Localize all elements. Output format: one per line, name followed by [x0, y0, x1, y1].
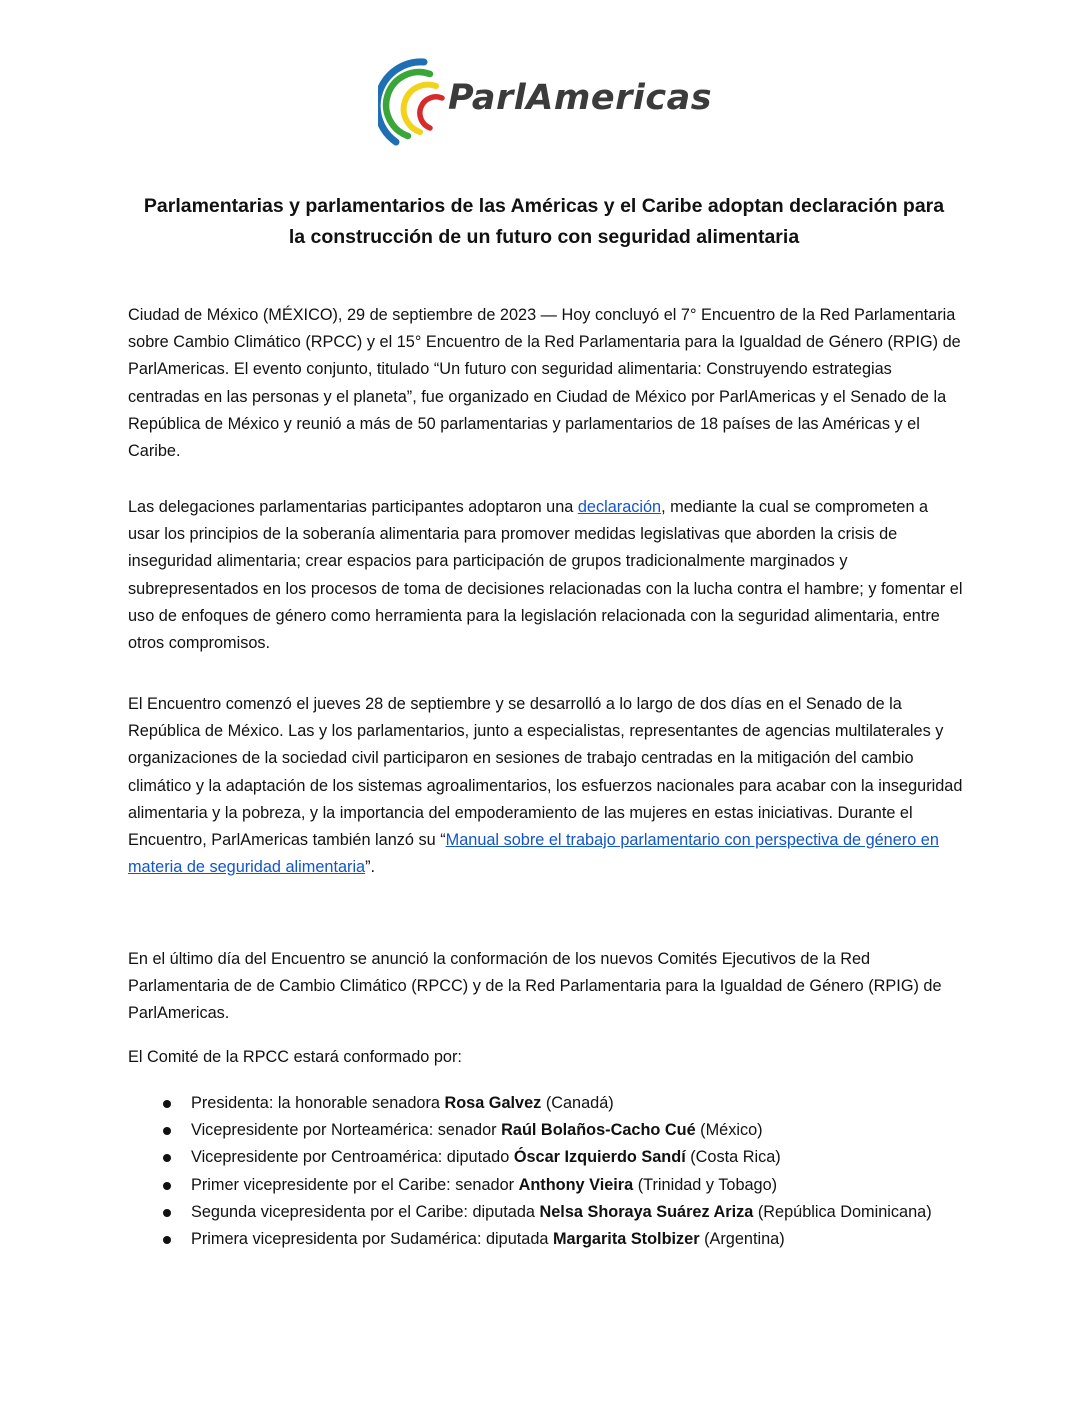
member-country: (México) [695, 1121, 763, 1140]
title-line-2: la construcción de un futuro con seguridad alimentaria [288, 226, 800, 248]
list-item [128, 1090, 964, 1117]
paragraph-intro: Ciudad de México (MÉXICO), 29 de septiembre de 2023 — Hoy concluyó el 7° Encuentro de la Red Parlamentaria sobre Cambio Climático (RPCC) y el 15° Encuentro de la Red Parlamentaria para la Igualdad de Género (RPIG) de ParlAmericas. El evento conjunto, titulado “Un futuro con seguridad alimentaria: Construyendo estrategias centradas en las personas y el planeta”, fue organizado en Ciudad de México por ParlAmericas y el Senado de la República de México y reunió a más de 50 parlamentarias y parlamentarios de 18 países de las Américas y el Caribe. [128, 306, 961, 461]
member-country: (República Dominicana) [753, 1202, 932, 1221]
declaration-link[interactable]: declaración [577, 498, 662, 516]
manual-link[interactable]: Manual sobre el trabajo parlamentario con perspectiva de género en materia de seguridad alimentaria [128, 831, 939, 877]
paragraph-meeting [128, 691, 964, 881]
list-item [128, 1172, 964, 1199]
bullet-icon [163, 1182, 171, 1190]
paragraph-declaration [128, 494, 964, 657]
member-name: Óscar Izquierdo Sandí [513, 1148, 686, 1167]
committee-list [128, 1090, 964, 1253]
page-title [110, 191, 978, 253]
paragraph-meeting-text-after: ”. [365, 858, 376, 877]
title-line-1: Parlamentarias y parlamentarios de las Américas y el Caribe adoptan declaración para [143, 195, 945, 217]
paragraph-meeting-text-before: El Encuentro comenzó el jueves 28 de septiembre y se desarrolló a lo largo de dos días en el Senado de la República de México. Las y los parlamentarios, junto a especialistas, representantes de agencias multilaterales y organizaciones de la sociedad civil participaron en sesiones de trabajo centradas en la mitigación del cambio climático y la adaptación de los sistemas agroalimentarios, los esfuerzos nacionales para acabar con la inseguridad alimentaria y la pobreza, y la importancia del empoderamiento de las mujeres en estas iniciativas. Durante el Encuentro, ParlAmericas también lanzó su “ [128, 695, 963, 850]
list-item [128, 1144, 964, 1171]
parlamericas-logo [378, 56, 718, 156]
member-role: Presidenta: la honorable senadora [191, 1094, 445, 1112]
logo-arcs-icon [378, 56, 448, 156]
member-name: Rosa Galvez [444, 1094, 542, 1112]
member-country: (Costa Rica) [685, 1148, 781, 1167]
member-role: Vicepresidente por Norteamérica: senador [191, 1121, 502, 1140]
bullet-icon [163, 1127, 171, 1135]
member-name: Anthony Vieira [518, 1175, 634, 1194]
paragraph-declaration-text-before: Las delegaciones parlamentarias participantes adoptaron una [128, 498, 578, 516]
member-role: Primera vicepresidenta por Sudamérica: diputada [191, 1230, 553, 1249]
list-item [128, 1117, 964, 1144]
list-item [128, 1199, 964, 1226]
member-country: (Argentina) [699, 1230, 785, 1249]
bullet-icon [163, 1154, 171, 1162]
member-name: Raúl Bolaños-Cacho Cué [501, 1121, 696, 1140]
bullet-icon [163, 1236, 171, 1244]
bullet-icon [163, 1100, 171, 1108]
member-role: Vicepresidente por Centroamérica: diputado [191, 1148, 514, 1167]
member-country: (Trinidad y Tobago) [633, 1175, 778, 1194]
member-name: Nelsa Shoraya Suárez Ariza [539, 1202, 754, 1221]
paragraph-rpcc-intro: El Comité de la RPCC estará conformado por: [128, 1048, 462, 1066]
list-item [128, 1226, 964, 1253]
logo-wordmark: ParlAmericas [448, 78, 713, 118]
paragraph-committees: En el último día del Encuentro se anunció la conformación de los nuevos Comités Ejecutivos de la Red Parlamentaria de de Cambio Climático (RPCC) y de la Red Parlamentaria para la Igualdad de Género (RPIG) de ParlAmericas. [128, 950, 942, 1023]
member-role: Primer vicepresidente por el Caribe: senador [191, 1175, 519, 1194]
member-name: Margarita Stolbizer [553, 1230, 700, 1249]
paragraph-declaration-text-after: , mediante la cual se comprometen a usar los principios de la soberanía alimentaria para promover medidas legislativas que aborden la crisis de inseguridad alimentaria; crear espacios para participación de grupos tradicionalmente marginados y subrepresentados en los procesos de toma de decisiones relacionadas con la lucha contra el hambre; y fomentar el uso de enfoques de género como herramienta para la legislación relacionada con la seguridad alimentaria, entre otros compromisos. [128, 498, 963, 653]
member-role: Segunda vicepresidenta por el Caribe: diputada [191, 1202, 540, 1221]
bullet-icon [163, 1209, 171, 1217]
member-country: (Canadá) [541, 1094, 614, 1112]
